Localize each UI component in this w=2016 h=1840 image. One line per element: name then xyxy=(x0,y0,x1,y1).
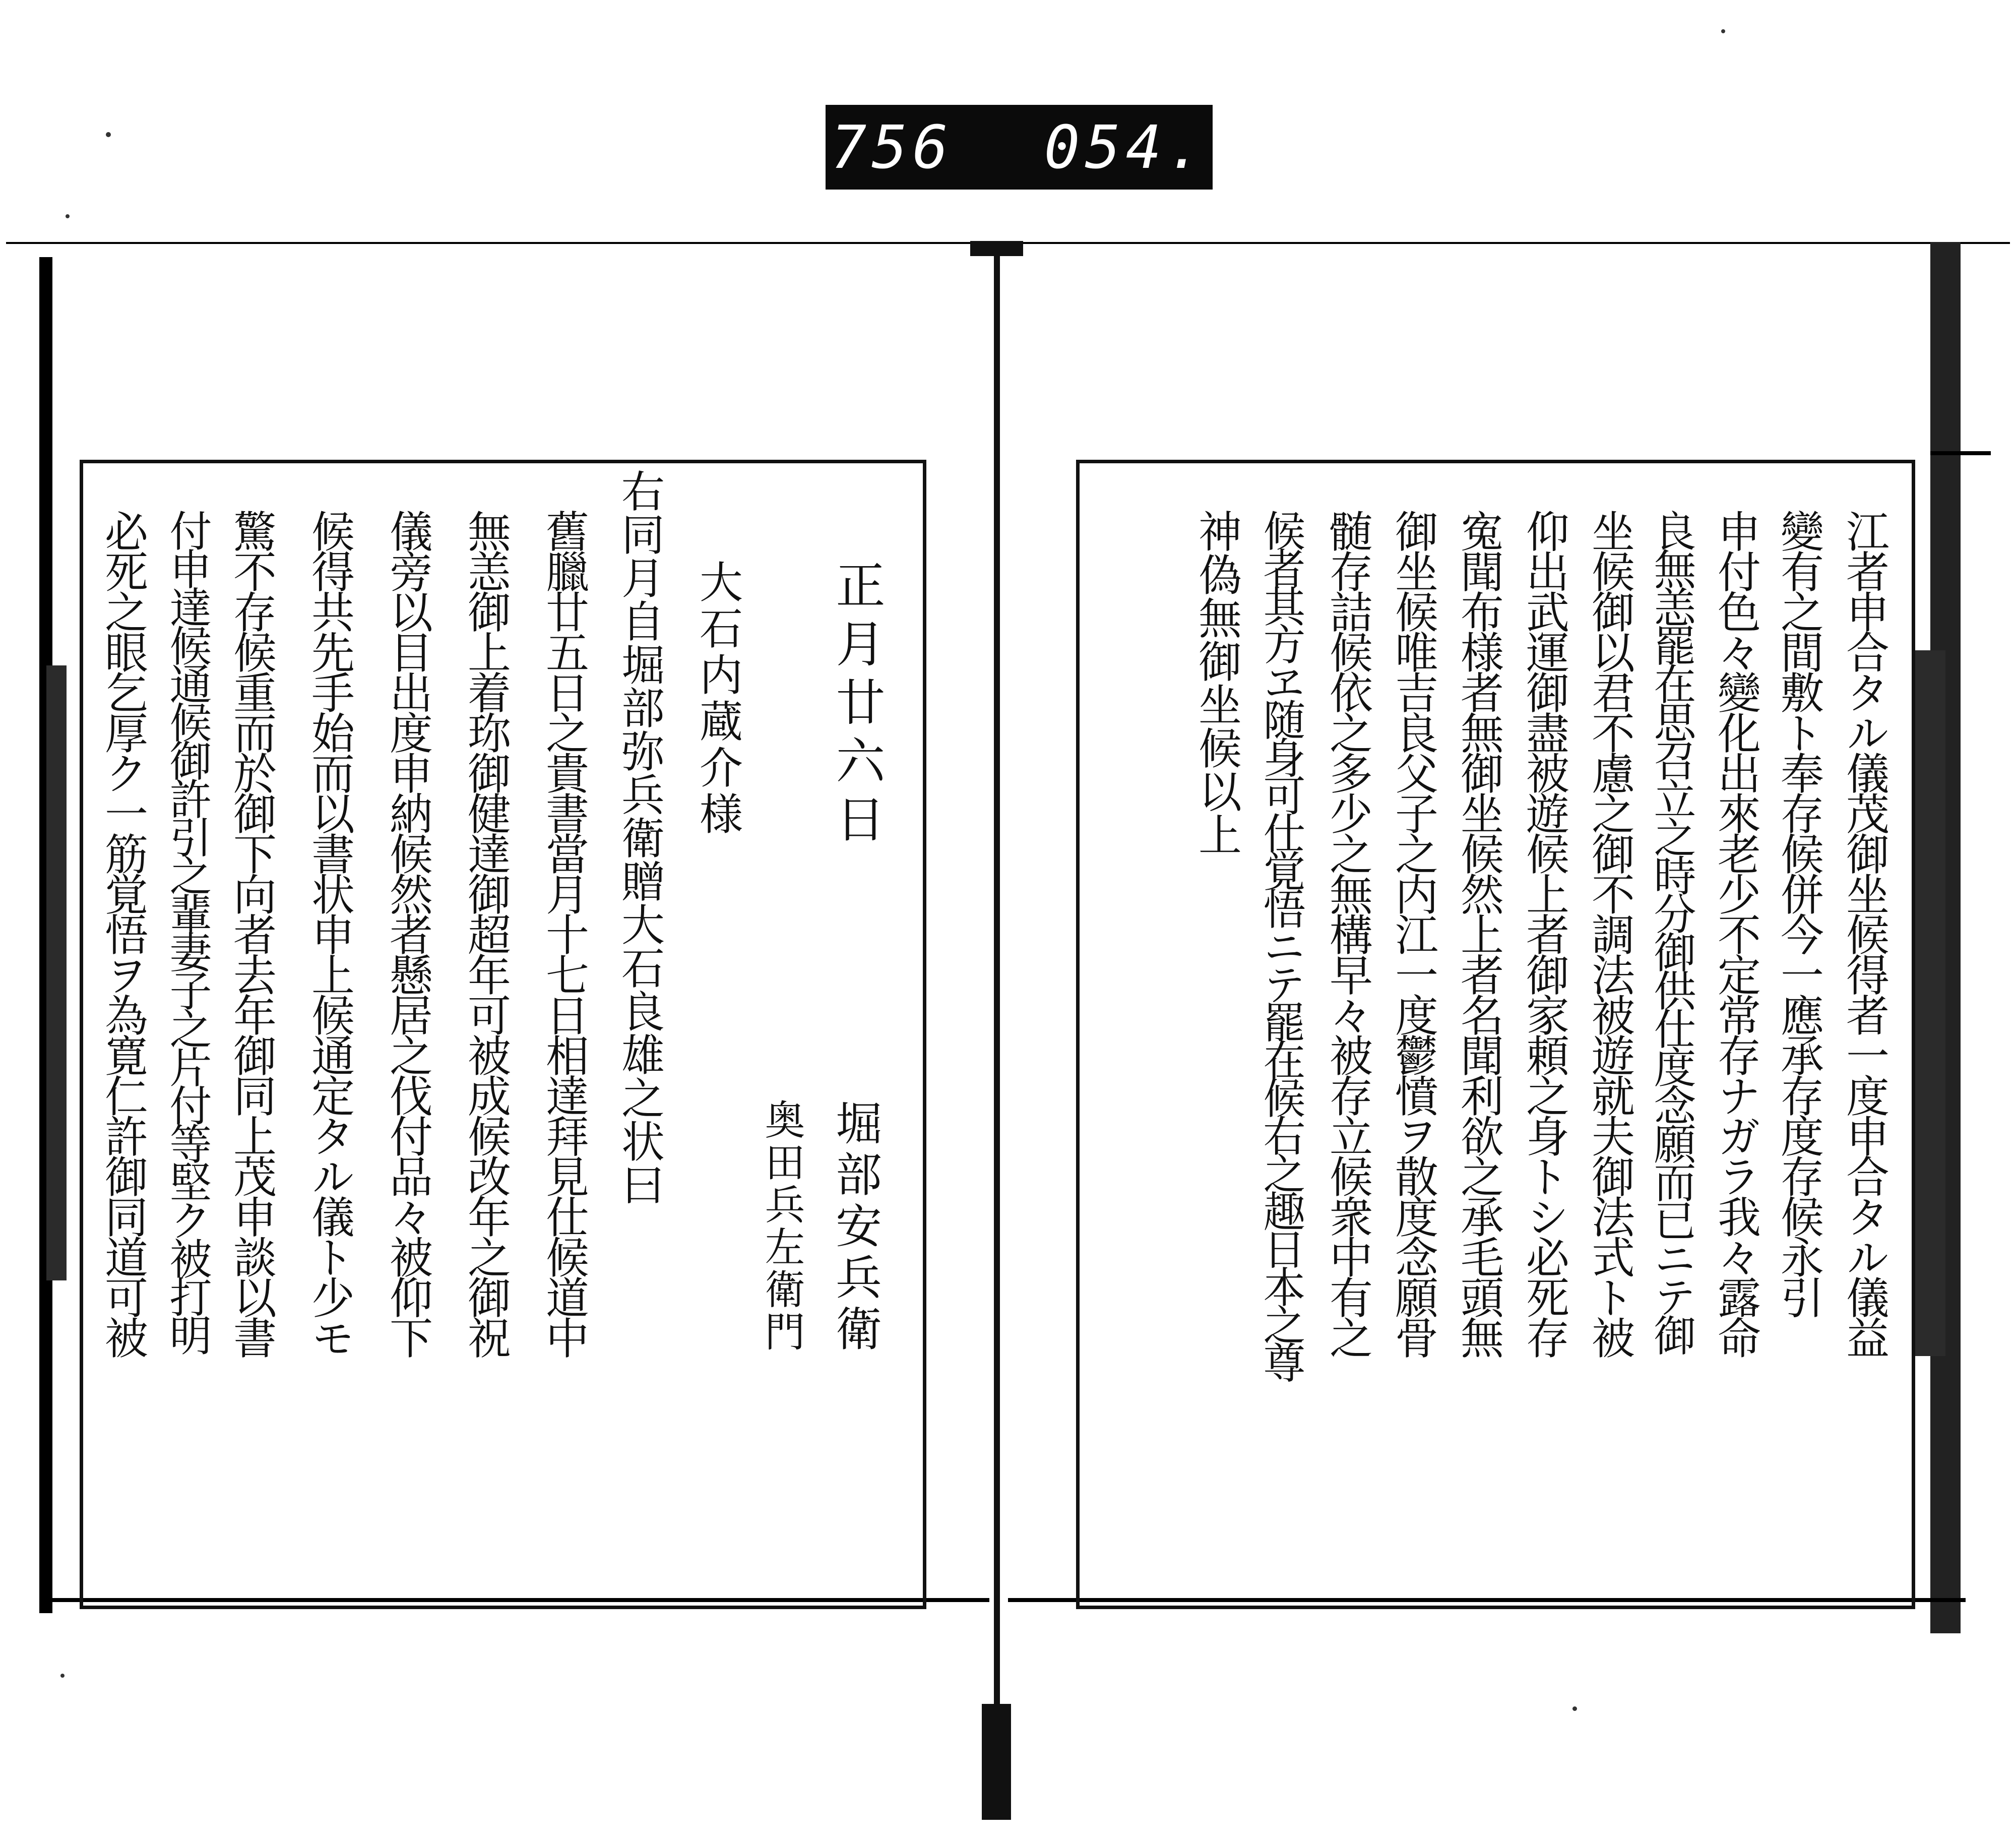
left-col-date: 正月廿六日 xyxy=(828,560,885,852)
scan-speck xyxy=(1721,29,1725,33)
right-col-line-4: 良無恙罷在思召立之時分御供仕度念願而已ニテ御 xyxy=(1647,509,1696,1352)
scan-speck xyxy=(60,1674,65,1678)
archive-number-label xyxy=(826,105,1213,190)
left-binding-marks xyxy=(46,665,67,1280)
left-col-line-10: 驚不存候重而於御下向者去年御同上茂申談以書 xyxy=(226,509,276,1356)
right-col-line-6: 仰出武運御盡被遊候上者御家頼之身トシ必死存 xyxy=(1519,509,1569,1356)
right-col-line-5: 坐候御以君不慮之御不調法被遊就夫御法式ト被 xyxy=(1584,509,1634,1356)
left-col-line-5: 右同月自堀部弥兵衛贈大石良雄之状曰 xyxy=(614,469,664,1206)
right-col-line-1: 江者申合タル儀茂御坐候得者一度申合タル儀益 xyxy=(1839,509,1889,1356)
right-col-line-11: 神偽無御坐候以上 xyxy=(1191,509,1241,856)
right-page-top-edge xyxy=(1930,451,1991,455)
right-col-line-2: 變有之間敷ト奉存候併今一應承存度存候永引 xyxy=(1773,509,1823,1316)
label-left-number: 756 xyxy=(831,112,954,182)
left-col-sender-1: 堀部安兵衛 xyxy=(828,1099,882,1356)
spine-bottom-cap xyxy=(982,1704,1011,1820)
scan-speck xyxy=(66,214,70,218)
scan-speck xyxy=(1572,1706,1577,1711)
scan-speck xyxy=(106,132,111,137)
left-col-line-11: 付申達候通候御許引之輩妻子之片付等堅ク被打明 xyxy=(163,509,212,1352)
left-col-sender-2: 奥田兵左衛門 xyxy=(758,1099,805,1353)
right-col-line-8: 御坐候唯吉良父子之内江一度鬱憤ヲ散度念願骨 xyxy=(1388,509,1438,1356)
right-col-line-9: 髄存詰候依之多少之無構早々被存立候衆中有之 xyxy=(1322,509,1372,1356)
right-col-line-10: 候者其方ヱ随身可仕覚悟ニテ罷在候右之趣日本之尊 xyxy=(1256,509,1306,1379)
left-col-line-9: 候得共先手始而以書状申上候通定タル儀ト少モ xyxy=(304,509,354,1356)
right-col-line-3: 申付色々變化出來老少不定常存ナガラ我々露命 xyxy=(1710,509,1760,1356)
left-col-line-8: 儀旁以目出度申納候然者懸居之伐付品々被仰下 xyxy=(382,509,432,1356)
book-spine xyxy=(994,247,1000,1704)
left-col-line-12: 必死之眼乞厚ク一筋覚悟ヲ為寛仁許御同道可被 xyxy=(97,509,148,1356)
right-col-line-7: 寃聞布様者無御坐候然上者名聞利欲之承毛頭無 xyxy=(1453,509,1503,1356)
left-col-addressee: 大石内蔵介様 xyxy=(692,560,742,838)
left-col-line-7: 無恙御上着珎御健達御超年可被成候改年之御祝 xyxy=(460,509,511,1356)
label-right-number: 054. xyxy=(1044,112,1208,182)
left-col-line-6: 舊臘廿五日之貴書當月十七日相達拜見仕候道中 xyxy=(538,509,589,1356)
right-binding-marks xyxy=(1915,650,1945,1356)
